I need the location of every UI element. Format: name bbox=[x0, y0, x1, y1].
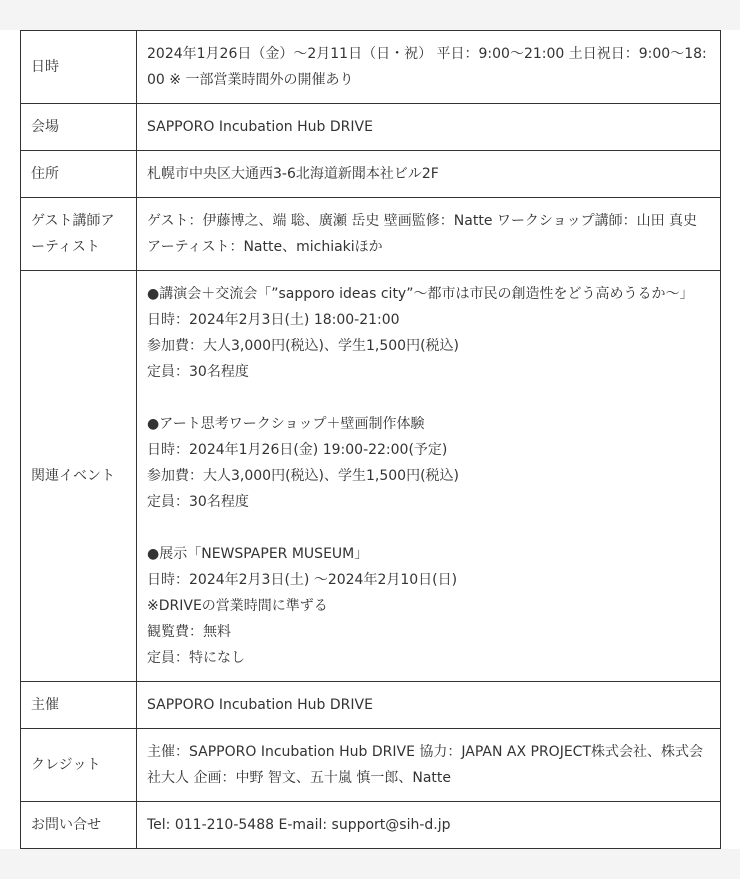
datetime-label: 日時 bbox=[21, 31, 137, 104]
contact-value: Tel: 011-210-5488 E-mail: support@sih-d.jp bbox=[137, 802, 721, 849]
event-capacity: 定員：30名程度 bbox=[147, 364, 249, 380]
event-date: 日時：2024年2月3日(土) 〜2024年2月10日(日) bbox=[147, 572, 458, 588]
credit-line1: 主催：SAPPORO Incubation Hub DRIVE 協力：JAPAN AX PROJECT株式会社、株式会 bbox=[147, 744, 703, 760]
datetime-line2: 00 ※ 一部営業時間外の開催あり bbox=[147, 72, 354, 88]
event-item bbox=[147, 281, 710, 385]
guest-line2: アーティスト：Natte、michiakiほか bbox=[147, 239, 383, 255]
venue-label: 会場 bbox=[21, 104, 137, 151]
row-venue bbox=[21, 104, 721, 151]
row-guest bbox=[21, 198, 721, 271]
credit-label: クレジット bbox=[21, 729, 137, 802]
events-value bbox=[137, 271, 721, 682]
guest-line1: ゲスト：伊藤博之、端 聡、廣瀬 岳史 壁画監修：Natte ワークショップ講師：山田 真史 bbox=[147, 213, 698, 229]
row-datetime bbox=[21, 31, 721, 104]
address-value: 札幌市中央区大通西3-6北海道新聞本社ビル2F bbox=[137, 151, 721, 198]
events-label: 関連イベント bbox=[21, 271, 137, 682]
guest-label bbox=[21, 198, 137, 271]
event-date: 日時：2024年2月3日(土) 18:00-21:00 bbox=[147, 312, 400, 328]
event-info-table bbox=[20, 30, 721, 849]
row-contact bbox=[21, 802, 721, 849]
row-events bbox=[21, 271, 721, 682]
event-spacer bbox=[147, 385, 710, 411]
credit-line2: 社大人 企画：中野 智文、五十嵐 慎一郎、Natte bbox=[147, 770, 451, 786]
event-capacity: 定員：30名程度 bbox=[147, 494, 249, 510]
organizer-label: 主催 bbox=[21, 682, 137, 729]
event-fee: 参加費：大人3,000円(税込)、学生1,500円(税込) bbox=[147, 468, 460, 484]
event-fee: 参加費：大人3,000円(税込)、学生1,500円(税込) bbox=[147, 338, 460, 354]
credit-value bbox=[137, 729, 721, 802]
guest-label-line1: ゲスト講師ア bbox=[31, 213, 115, 229]
guest-value bbox=[137, 198, 721, 271]
address-label: 住所 bbox=[21, 151, 137, 198]
event-item bbox=[147, 411, 710, 515]
contact-label: お問い合せ bbox=[21, 802, 137, 849]
event-note: ※DRIVEの営業時間に準ずる bbox=[147, 598, 328, 614]
event-item bbox=[147, 541, 710, 671]
event-title: ●アート思考ワークショップ＋壁画制作体験 bbox=[147, 416, 425, 432]
guest-label-line2: ーティスト bbox=[31, 239, 100, 255]
row-credit bbox=[21, 729, 721, 802]
venue-value: SAPPORO Incubation Hub DRIVE bbox=[137, 104, 721, 151]
organizer-value: SAPPORO Incubation Hub DRIVE bbox=[137, 682, 721, 729]
datetime-value bbox=[137, 31, 721, 104]
event-spacer bbox=[147, 515, 710, 541]
row-address bbox=[21, 151, 721, 198]
event-title: ●展示「NEWSPAPER MUSEUM」 bbox=[147, 546, 369, 562]
event-date: 日時：2024年1月26日(金) 19:00-22:00(予定) bbox=[147, 442, 448, 458]
datetime-line1: 2024年1月26日（金）〜2月11日（日・祝） 平日：9:00〜21:00 土日祝日：9:00〜18: bbox=[147, 46, 707, 62]
event-title: ●講演会＋交流会「”sapporo ideas city”〜都市は市民の創造性をどう高めうるか〜」 bbox=[147, 286, 694, 302]
event-capacity: 定員：特になし bbox=[147, 650, 245, 666]
row-organizer bbox=[21, 682, 721, 729]
event-fee: 観覧費：無料 bbox=[147, 624, 231, 640]
